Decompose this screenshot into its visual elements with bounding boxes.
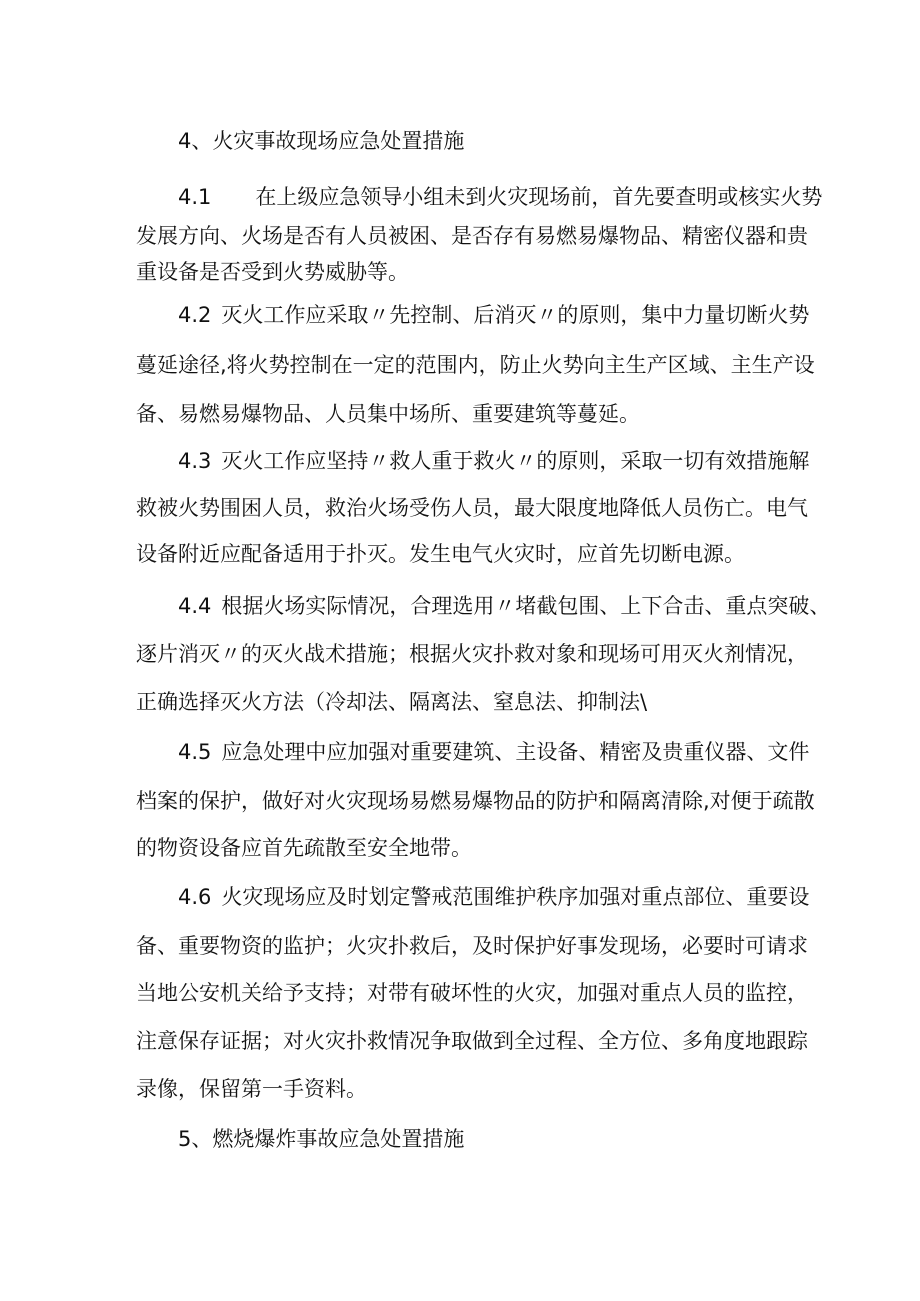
paragraph-4-2-line-3: 备、易燃易爆物品、人员集中场所、重要建筑等蔓延。 — [136, 402, 640, 426]
paragraph-4-2-line-2: 蔓延途径,将火势控制在一定的范围内，防止火势向主生产区域、主生产设 — [136, 353, 815, 377]
paragraph-4-3-line-1 — [178, 449, 810, 473]
item-number: 4.3 — [178, 449, 212, 473]
paragraph-4-3-line-2: 救被火势围困人员，救治火场受伤人员，最大限度地降低人员伤亡。电气 — [136, 496, 808, 520]
paragraph-4-1-line-2: 发展方向、火场是否有人员被困、是否存有易燃易爆物品、精密仪器和贵 — [136, 224, 808, 248]
paragraph-4-5-line-2: 档案的保护，做好对火灾现场易燃易爆物品的防护和隔离清除,对便于疏散 — [136, 789, 815, 813]
paragraph-4-6-line-5: 录像，保留第一手资料。 — [136, 1077, 367, 1101]
paragraph-4-3-line-3: 设备附近应配备适用于扑灭。发生电气火灾时，应首先切断电源。 — [136, 542, 745, 566]
paragraph-4-6-line-1 — [178, 885, 810, 909]
paragraph-text: 灭火工作应坚持〃救人重于救火〃的原则，采取一切有效措施解 — [221, 449, 810, 473]
paragraph-4-6-line-4: 注意保存证据；对火灾扑救情况争取做到全过程、全方位、多角度地跟踪 — [136, 1029, 808, 1053]
item-number: 4.4 — [178, 594, 212, 618]
section-heading-4: 4、火灾事故现场应急处置措施 — [178, 129, 465, 153]
paragraph-text: 在上级应急领导小组未到火灾现场前，首先要查明或核实火势 — [255, 185, 823, 209]
item-number: 4.2 — [178, 303, 212, 327]
paragraph-4-5-line-3: 的物资设备应首先疏散至安全地带。 — [136, 836, 472, 860]
paragraph-4-5-line-1 — [178, 740, 810, 764]
paragraph-text: 应急处理中应加强对重要建筑、主设备、精密及贵重仪器、文件 — [221, 740, 810, 764]
item-number: 4.1 — [178, 185, 212, 209]
item-number: 4.5 — [178, 740, 212, 764]
item-number: 4.6 — [178, 885, 212, 909]
paragraph-4-6-line-3: 当地公安机关给予支持；对带有破坏性的火灾，加强对重点人员的监控， — [136, 981, 808, 1005]
paragraph-4-4-line-1 — [178, 594, 831, 618]
paragraph-4-4-line-3: 正确选择灭火方法（冷却法、隔离法、窒息法、抑制法\ — [136, 690, 648, 714]
paragraph-4-6-line-2: 备、重要物资的监护；火灾扑救后，及时保护好事发现场，必要时可请求 — [136, 934, 808, 958]
section-heading-5: 5、燃烧爆炸事故应急处置措施 — [178, 1127, 465, 1151]
paragraph-4-1-line-1 — [178, 185, 823, 209]
paragraph-text: 灭火工作应采取〃先控制、后消灭〃的原则，集中力量切断火势 — [221, 303, 810, 327]
paragraph-4-4-line-2: 逐片消灭〃的灭火战术措施；根据火灾扑救对象和现场可用灭火剂情况， — [136, 642, 808, 666]
paragraph-4-1-line-3: 重设备是否受到火势威胁等。 — [136, 260, 409, 284]
paragraph-text: 火灾现场应及时划定警戒范围维护秩序加强对重点部位、重要设 — [221, 885, 810, 909]
paragraph-4-2-line-1 — [178, 303, 810, 327]
paragraph-text: 根据火场实际情况，合理选用〃堵截包围、上下合击、重点突破、 — [221, 594, 831, 618]
